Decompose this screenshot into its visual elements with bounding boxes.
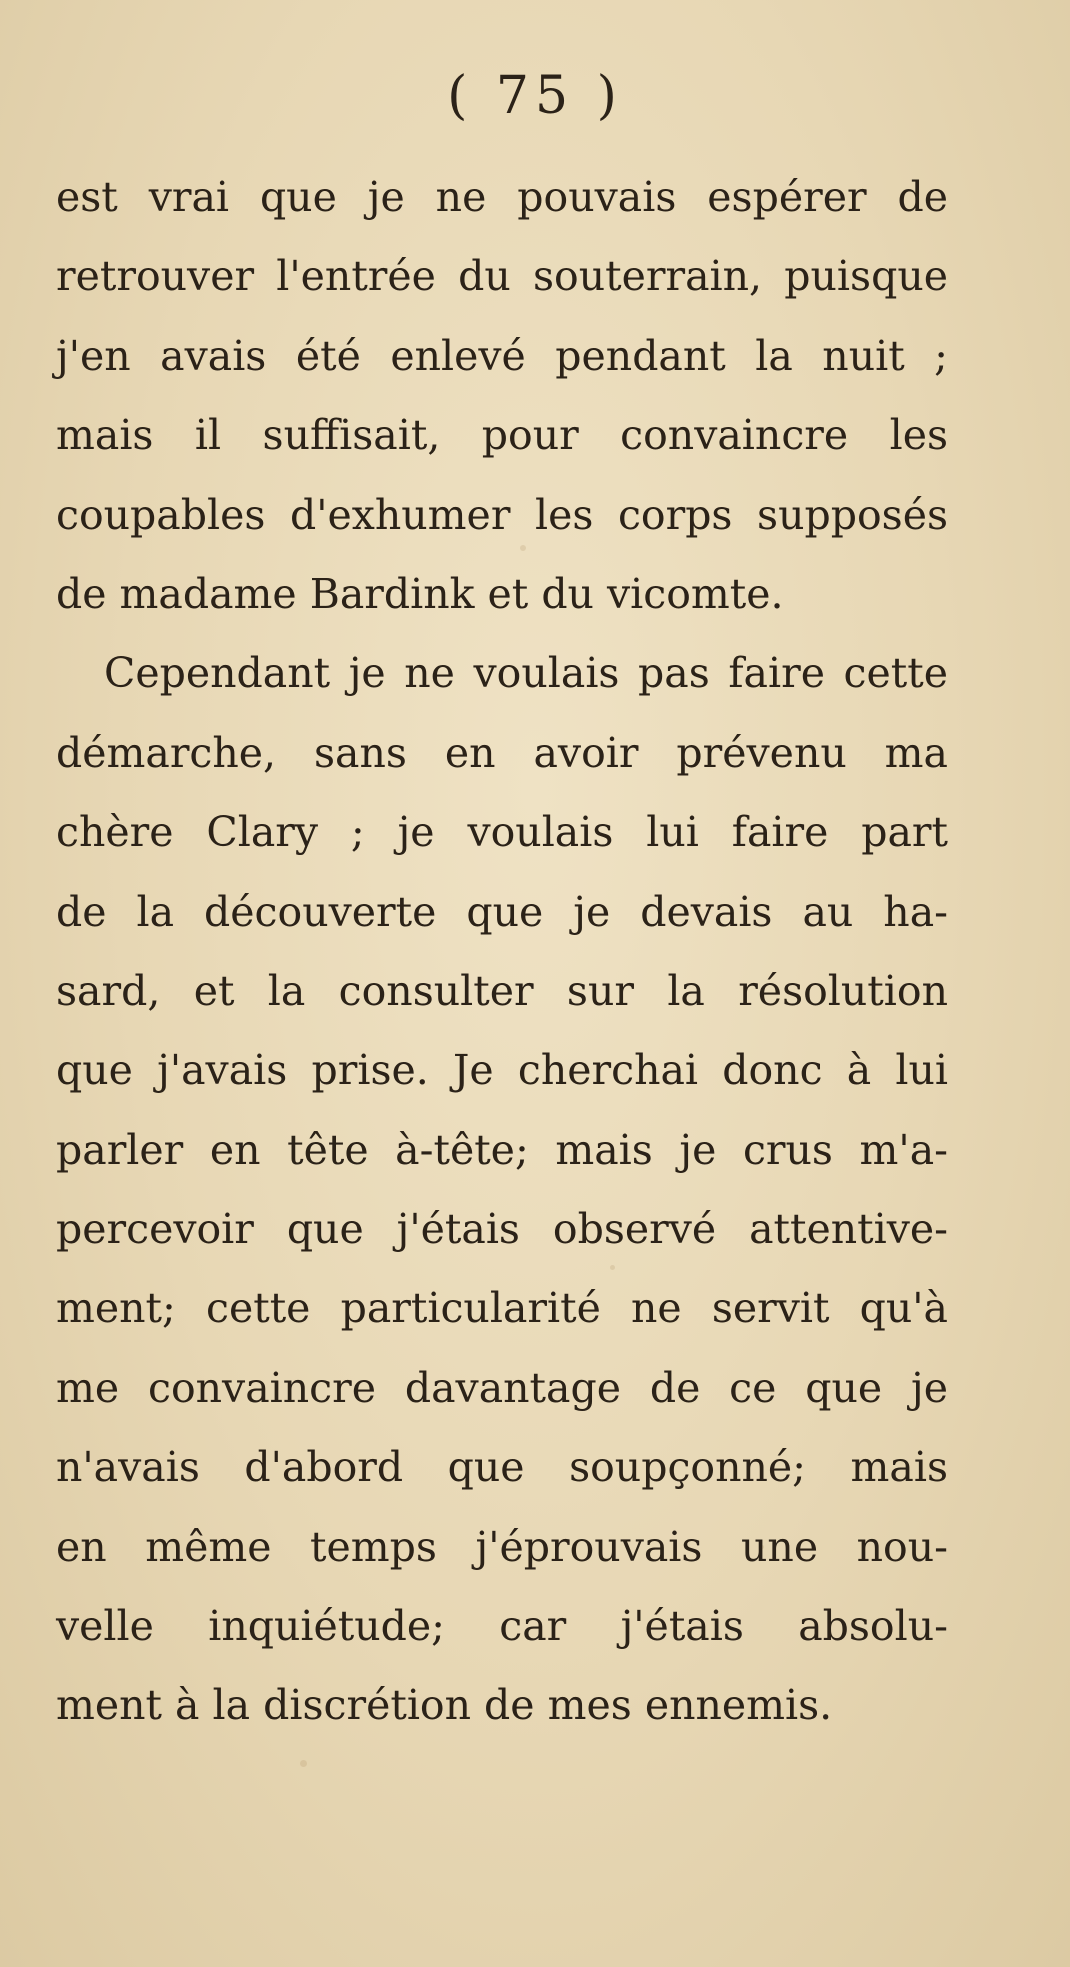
text-line: chère Clary ; je voulais lui faire part: [56, 808, 948, 857]
page-number: ( 75 ): [447, 66, 623, 126]
text-line: j'en avais été enlevé pendant la nuit ;: [56, 331, 948, 380]
text-line: mais il suffisait, pour convaincre les: [56, 411, 948, 460]
text-line: percevoir que j'étais observé attentive-: [56, 1205, 948, 1254]
text-line: coupables d'exhumer les corps supposés: [56, 490, 948, 539]
text-line: en même temps j'éprouvais une nou-: [56, 1522, 948, 1571]
text-line: parler en tête à-tête; mais je crus m'a-: [56, 1125, 948, 1174]
text-line: démarche, sans en avoir prévenu ma: [56, 728, 948, 777]
text-line: que j'avais prise. Je cherchai donc à lui: [56, 1046, 948, 1095]
paper-foxing-spot: [300, 1760, 307, 1767]
text-line: sard, et la consulter sur la résolution: [56, 966, 948, 1015]
text-line: est vrai que je ne pouvais espérer de: [56, 173, 948, 221]
paragraph-first-line: Cependant je ne voulais pas faire cette: [104, 649, 948, 698]
text-line: de la découverte que je devais au ha-: [56, 887, 948, 936]
body-text: [56, 158, 948, 1746]
text-line: velle inquiétude; car j'étais absolu-: [56, 1602, 948, 1651]
text-line: me convaincre davantage de ce que je: [56, 1363, 948, 1412]
text-line: retrouver l'entrée du souterrain, puisque: [56, 252, 948, 301]
text-line: n'avais d'abord que soupçonné; mais: [56, 1443, 948, 1492]
text-line: ment; cette particularité ne servit qu'à: [56, 1284, 948, 1333]
text-line: de madame Bardink et du vicomte.: [56, 569, 784, 618]
text-line: ment à la discrétion de mes ennemis.: [56, 1681, 833, 1730]
